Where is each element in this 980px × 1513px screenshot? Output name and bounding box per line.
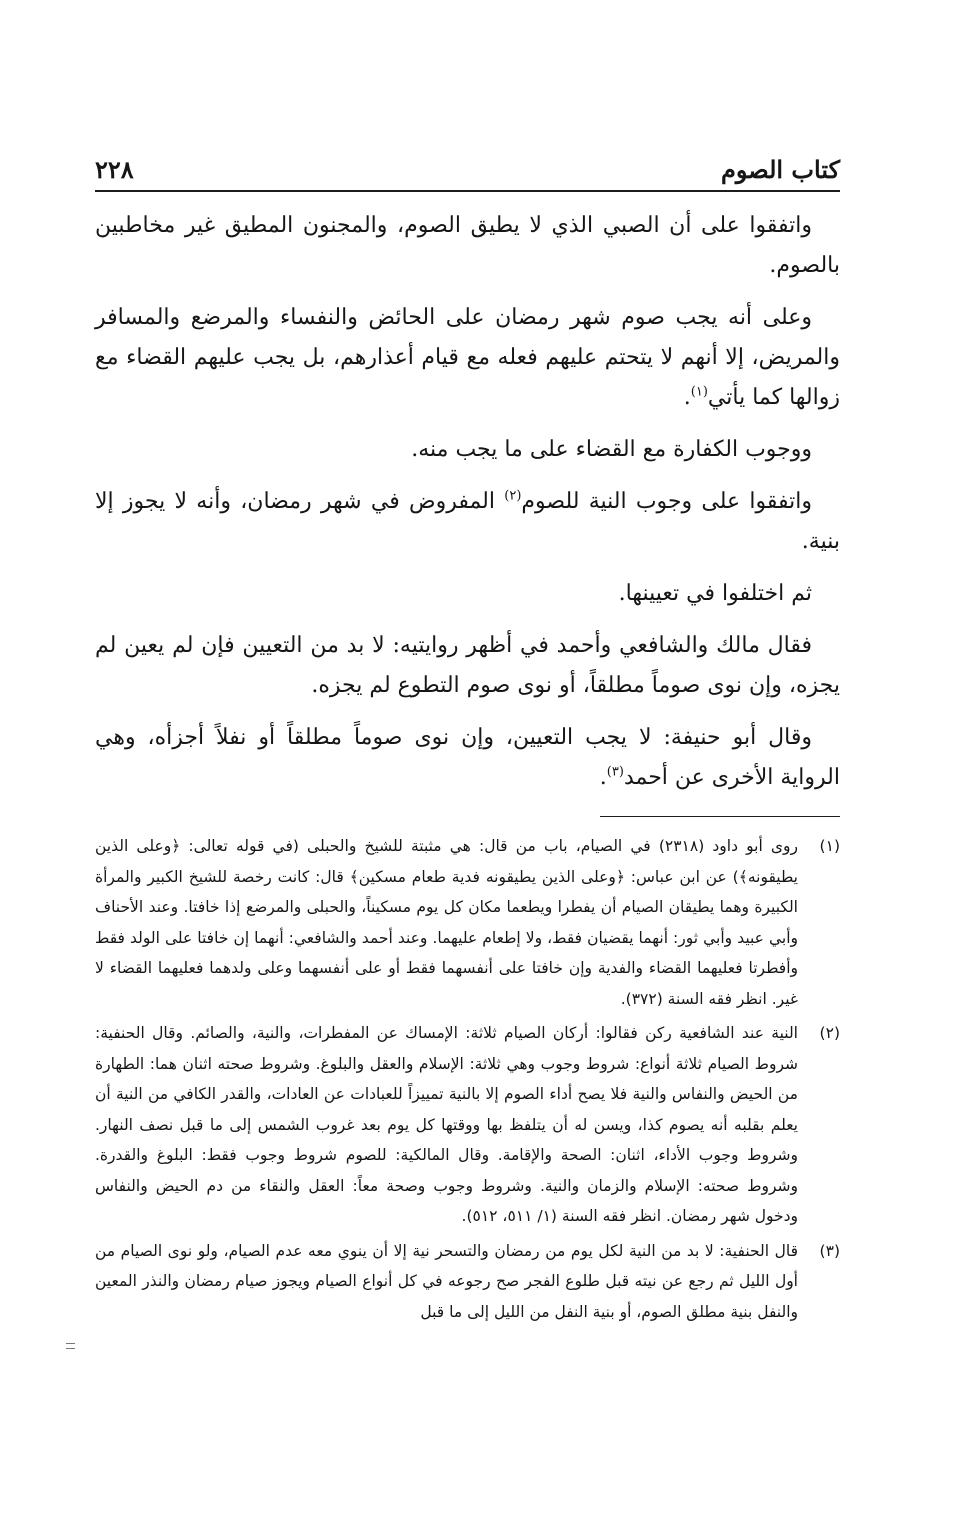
paragraph: وقال أبو حنيفة: لا يجب التعيين، وإن نوى صوماً مطلقاً أو نفلاً أجزأه، وهي الرواية الأخرى عن أحمد$^{(٣)}$. [95, 725, 840, 790]
footnote-text: النية عند الشافعية ركن فقالوا: أركان الصيام ثلاثة: الإمساك عن المفطرات، والنية، والصائم. وقال الحنفية: شروط الصيام ثلاثة أنواع: شروط وجوب وهي ثلاثة: الإسلام والعقل والبلوغ. وشروط صحته اثنان هما: الطهارة من الحيض والنفاس والنية فلا يصح أداء الصوم إلا بالنية تمييزاً للعبادات عن العادات، والقدر الكافي من النية أن يعلم بقلبه أنه يصوم كذا، ويسن له أن يتلفظ بها ووقتها كل يوم بعد غروب الشمس إلى ما قبل نصف النهار. وشروط وجوب الأداء، اثنان: الصحة والإقامة. وقال المالكية: للصوم شروط وجوب فقط: البلوغ والقدرة. وشروط صحته: الإسلام والزمان والنية. وشروط وجوب وصحة معاً: العقل والنقاء من دم الحيض والنفاس ودخول شهر رمضان. انظر فقه السنة (١/ ٥١١، ٥١٢). [95, 1024, 798, 1225]
footnote-ref[interactable]: (١) [690, 384, 708, 400]
book-title: كتاب الصوم [721, 155, 840, 184]
footnote-separator [600, 816, 840, 817]
paragraph: ووجوب الكفارة مع القضاء على ما يجب منه. [411, 437, 812, 462]
paragraph: ثم اختلفوا في تعيينها. [618, 581, 812, 606]
footnote-number: (٣) [819, 1241, 840, 1260]
paragraph: وعلى أنه يجب صوم شهر رمضان على الحائض والنفساء والمرضع والمسافر والمريض، إلا أنهم لا يتحتم عليهم فعله مع قيام أعذارهم، بل يجب عليهم القضاء مع زوالها كما يأتي$^{(١)}$. [95, 305, 840, 410]
footnote-number: (١) [819, 837, 840, 855]
paragraph: واتفقوا على وجوب النية للصوم$^{(٢)}$ المفروض في شهر رمضان، وأنه لا يجوز إلا بنية. [95, 488, 840, 554]
footnote [95, 1236, 840, 1328]
book-page [95, 155, 840, 1331]
page-number: ٢٢٨ [95, 155, 134, 184]
paragraph: واتفقوا على أن الصبي الذي لا يطيق الصوم، والمجنون المطيق غير مخاطبين بالصوم. [95, 213, 840, 278]
footnote-number: (٢) [819, 1024, 840, 1042]
footnote-text: قال الحنفية: لا بد من النية لكل يوم من رمضان والتسحر نية إلا أن ينوي معه عدم الصيام، ولو نوى الصيام من أول الليل ثم رجع عن نيته قبل طلوع الفجر صح رجوعه في كل أنواع الصيام ويجوز صيام رمضان والنذر المعين والنفل بنية مطلق الصوم، أو بنية النفل من الليل إلى ما قبل [95, 1241, 798, 1321]
footnote-ref[interactable]: (٢) [504, 488, 522, 504]
footnote-ref[interactable]: (٣) [606, 764, 624, 780]
margin-mark [66, 1343, 75, 1349]
footnote [95, 831, 840, 1014]
footnotes [95, 831, 840, 1327]
footnote [95, 1018, 840, 1232]
running-header [95, 155, 840, 192]
footnote-text: روى أبو داود (٢٣١٨) في الصيام، باب من قال: هي مثبتة للشيخ والحبلى (في قوله تعالى: ﴿وعلى الذين يطيقونه﴾) عن ابن عباس: ﴿وعلى الذين يطيقونه فدية طعام مسكين﴾ قال: كانت رخصة للشيخ الكبير والمرأة الكبيرة وهما يطيقان الصيام أن يفطرا ويطعما مكان كل يوم مسكيناً، والحبلى والمرضع إذا خافتا. وعند الأحناف وأبي عبيد وأبي ثور: أنهما يقضيان فقط، ولا إطعام عليهما. وعند أحمد والشافعي: أنهما إن خافتا على الولد فقط وأفطرتا فعليهما القضاء والفدية وإن خافتا على أنفسهما فقط أو على أنفسهما وعلى ولدهما فعليهما القضاء لا غير. انظر فقه السنة (٣٧٢). [95, 837, 799, 1008]
paragraph: فقال مالك والشافعي وأحمد في أظهر روايتيه: لا بد من التعيين فإن لم يعين لم يجزه، وإن نوى صوماً مطلقاً، أو نوى صوم التطوع لم يجزه. [95, 633, 840, 698]
main-text [95, 206, 840, 798]
